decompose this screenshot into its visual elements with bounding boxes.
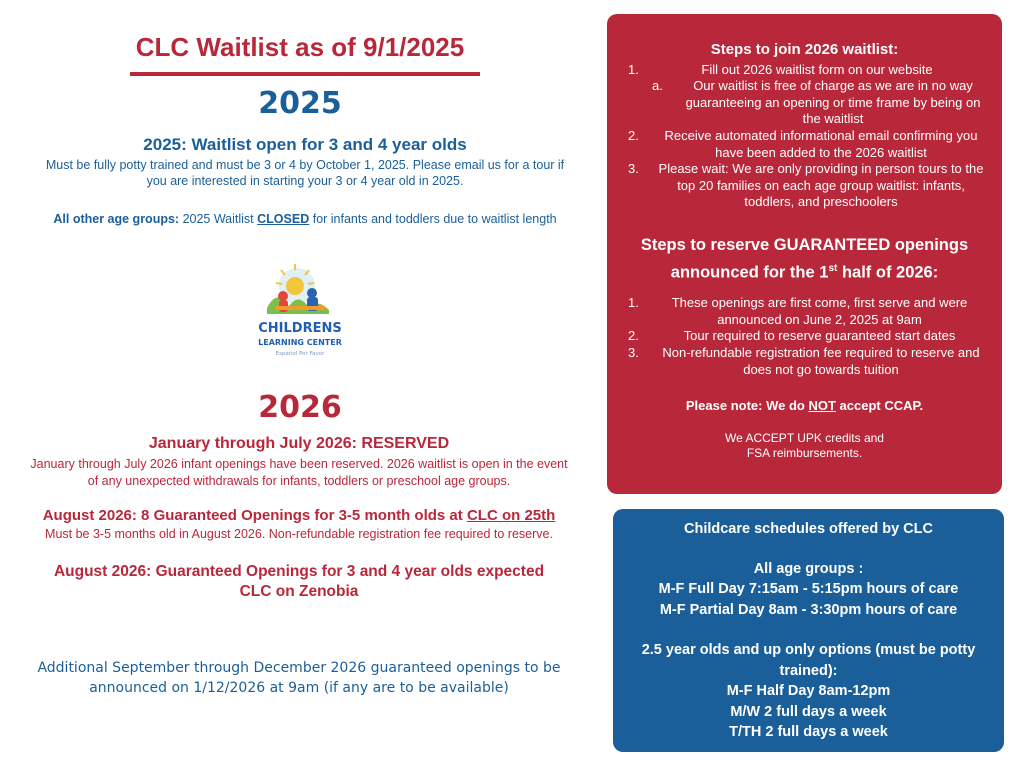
year-2026-heading: 2026: [258, 390, 342, 425]
august-preschool-heading: [10, 562, 588, 602]
mw-schedule: M/W 2 full days a week: [730, 704, 887, 720]
join-step-1-number: 1.: [628, 62, 639, 77]
reserved-line-2: of any unexpected withdrawals for infants, toddlers or preschool age groups.: [87, 474, 511, 488]
logo-text-line-2: LEARNING CENTER: [258, 338, 342, 347]
other-groups-post: for infants and toddlers due to waitlist length: [312, 212, 557, 226]
reserve-step-3-number: 3.: [628, 345, 639, 360]
reserve-step-1-line-1: These openings are first come, first serve and were: [671, 295, 968, 310]
august-preschool-line-2: CLC on Zenobia: [239, 583, 359, 600]
ccap-note-not: NOT: [808, 398, 836, 413]
join-step-1a-line-2: guaranteeing an opening or time frame by being on: [685, 94, 981, 110]
reserve-step-2-number: 2.: [628, 328, 639, 343]
join-waitlist-heading: Steps to join 2026 waitlist:: [710, 41, 899, 58]
year-2025-heading: 2025: [258, 86, 342, 121]
august-infant-heading: [10, 507, 588, 524]
accepted-line-2: FSA reimbursements.: [746, 446, 863, 460]
schedules-heading: Childcare schedules offered by CLC: [684, 521, 933, 537]
full-day-schedule: M-F Full Day 7:15am - 5:15pm hours of care: [658, 581, 959, 597]
join-step-1a: [607, 78, 1002, 128]
additional-line-2: announced on 1/12/2026 at 9am (if any are to be available): [89, 680, 509, 696]
childcare-schedules-panel: [613, 509, 1004, 752]
accepted-payments-note: [607, 431, 1002, 461]
join-step-2-line-2: have been added to the 2026 waitlist: [715, 144, 927, 160]
join-step-3-line-2: top 20 families on each age group waitlist: infants,: [677, 177, 965, 193]
ccap-note: [607, 398, 1002, 413]
additional-openings-note: [10, 658, 588, 698]
join-step-3: [607, 161, 1002, 211]
waitlist-2025-line-2: you are interested in starting your 3 or 4 year old in 2025.: [146, 174, 464, 188]
reserve-heading-line-2: announced for the 1st half of 2026:: [670, 263, 939, 282]
logo-text-line-3: Español Por Favor: [275, 351, 325, 357]
additional-line-1: Additional September through December 2026 guaranteed openings to be: [37, 660, 561, 676]
reserve-step-1-line-2: announced on June 2, 2025 at 9am: [717, 311, 922, 327]
reserved-details: [8, 456, 590, 490]
other-age-groups-note: [20, 212, 590, 226]
logo-graphic-icon: [245, 262, 360, 362]
reserve-step-3-line-1: Non-refundable registration fee required to reserve and: [662, 345, 980, 360]
clc-on-25th-location: CLC on 25th: [466, 507, 556, 524]
join-step-2-line-1: Receive automated informational email confirming you: [664, 128, 978, 143]
waitlist-2025-line-1: Must be fully potty trained and must be 3 or 4 by October 1, 2025. Please email us for a tour if: [45, 158, 565, 172]
reserve-step-3: [607, 345, 1002, 378]
all-age-groups-label: All age groups :: [753, 561, 864, 577]
title-underline: [130, 72, 480, 76]
reserve-step-2-text: Tour required to reserve guaranteed start dates: [683, 328, 956, 343]
ccap-note-post: accept CCAP.: [839, 398, 924, 413]
ccap-note-pre: Please note: We do: [685, 398, 805, 413]
older-options-line-1: 2.5 year olds and up only options (must be potty: [641, 642, 976, 658]
reserve-step-1-number: 1.: [628, 295, 639, 310]
join-step-1-text: Fill out 2026 waitlist form on our website: [701, 62, 933, 77]
closed-status: CLOSED: [257, 212, 310, 226]
join-step-1a-letter: a.: [652, 78, 663, 93]
reserve-step-3-line-2: does not go towards tuition: [743, 361, 899, 377]
half-day-schedule: M-F Half Day 8am-12pm: [726, 683, 891, 699]
join-step-3-line-1: Please wait: We are only providing in person tours to the: [658, 161, 984, 176]
other-groups-label: All other age groups:: [53, 212, 180, 226]
reserved-line-1: January through July 2026 infant openings have been reserved. 2026 waitlist is open in the event: [30, 457, 568, 471]
join-step-1a-line-1: Our waitlist is free of charge as we are in no way: [693, 78, 973, 93]
older-options-heading: [613, 640, 1004, 681]
join-step-2-number: 2.: [628, 128, 639, 143]
reserve-step-1: [607, 295, 1002, 328]
page-title: CLC Waitlist as of 9/1/2025: [135, 32, 465, 62]
august-preschool-line-1: August 2026: Guaranteed Openings for 3 and 4 year olds expected: [53, 563, 545, 580]
childrens-learning-center-logo: [245, 262, 360, 362]
join-step-3-line-3: toddlers, and preschoolers: [744, 194, 898, 209]
reserve-guaranteed-heading: [607, 234, 1002, 285]
join-step-2: [607, 128, 1002, 161]
join-step-3-number: 3.: [628, 161, 639, 176]
august-infant-note: Must be 3-5 months old in August 2026. Non-refundable registration fee required to reserve.: [45, 527, 553, 541]
waitlist-steps-panel: [607, 14, 1002, 494]
accepted-line-1: We ACCEPT UPK credits and: [725, 431, 884, 445]
partial-day-schedule: M-F Partial Day 8am - 3:30pm hours of care: [659, 602, 958, 618]
join-step-1: [607, 62, 1002, 79]
waitlist-2025-heading: 2025: Waitlist open for 3 and 4 year olds: [143, 135, 467, 154]
waitlist-2025-details: [20, 157, 590, 189]
join-step-1a-line-3: the waitlist: [802, 111, 864, 126]
older-options-line-2: trained):: [779, 662, 838, 679]
reserved-heading: January through July 2026: RESERVED: [148, 435, 450, 452]
tth-schedule: T/TH 2 full days a week: [729, 724, 888, 740]
logo-text-line-1: CHILDRENS: [258, 321, 342, 336]
reserve-step-2: [607, 328, 1002, 345]
reserve-heading-line-1: Steps to reserve GUARANTEED openings: [640, 236, 969, 254]
other-groups-pre: 2025 Waitlist: [182, 212, 254, 226]
august-infant-heading-text: August 2026: 8 Guaranteed Openings for 3-5 month olds at: [42, 507, 463, 524]
